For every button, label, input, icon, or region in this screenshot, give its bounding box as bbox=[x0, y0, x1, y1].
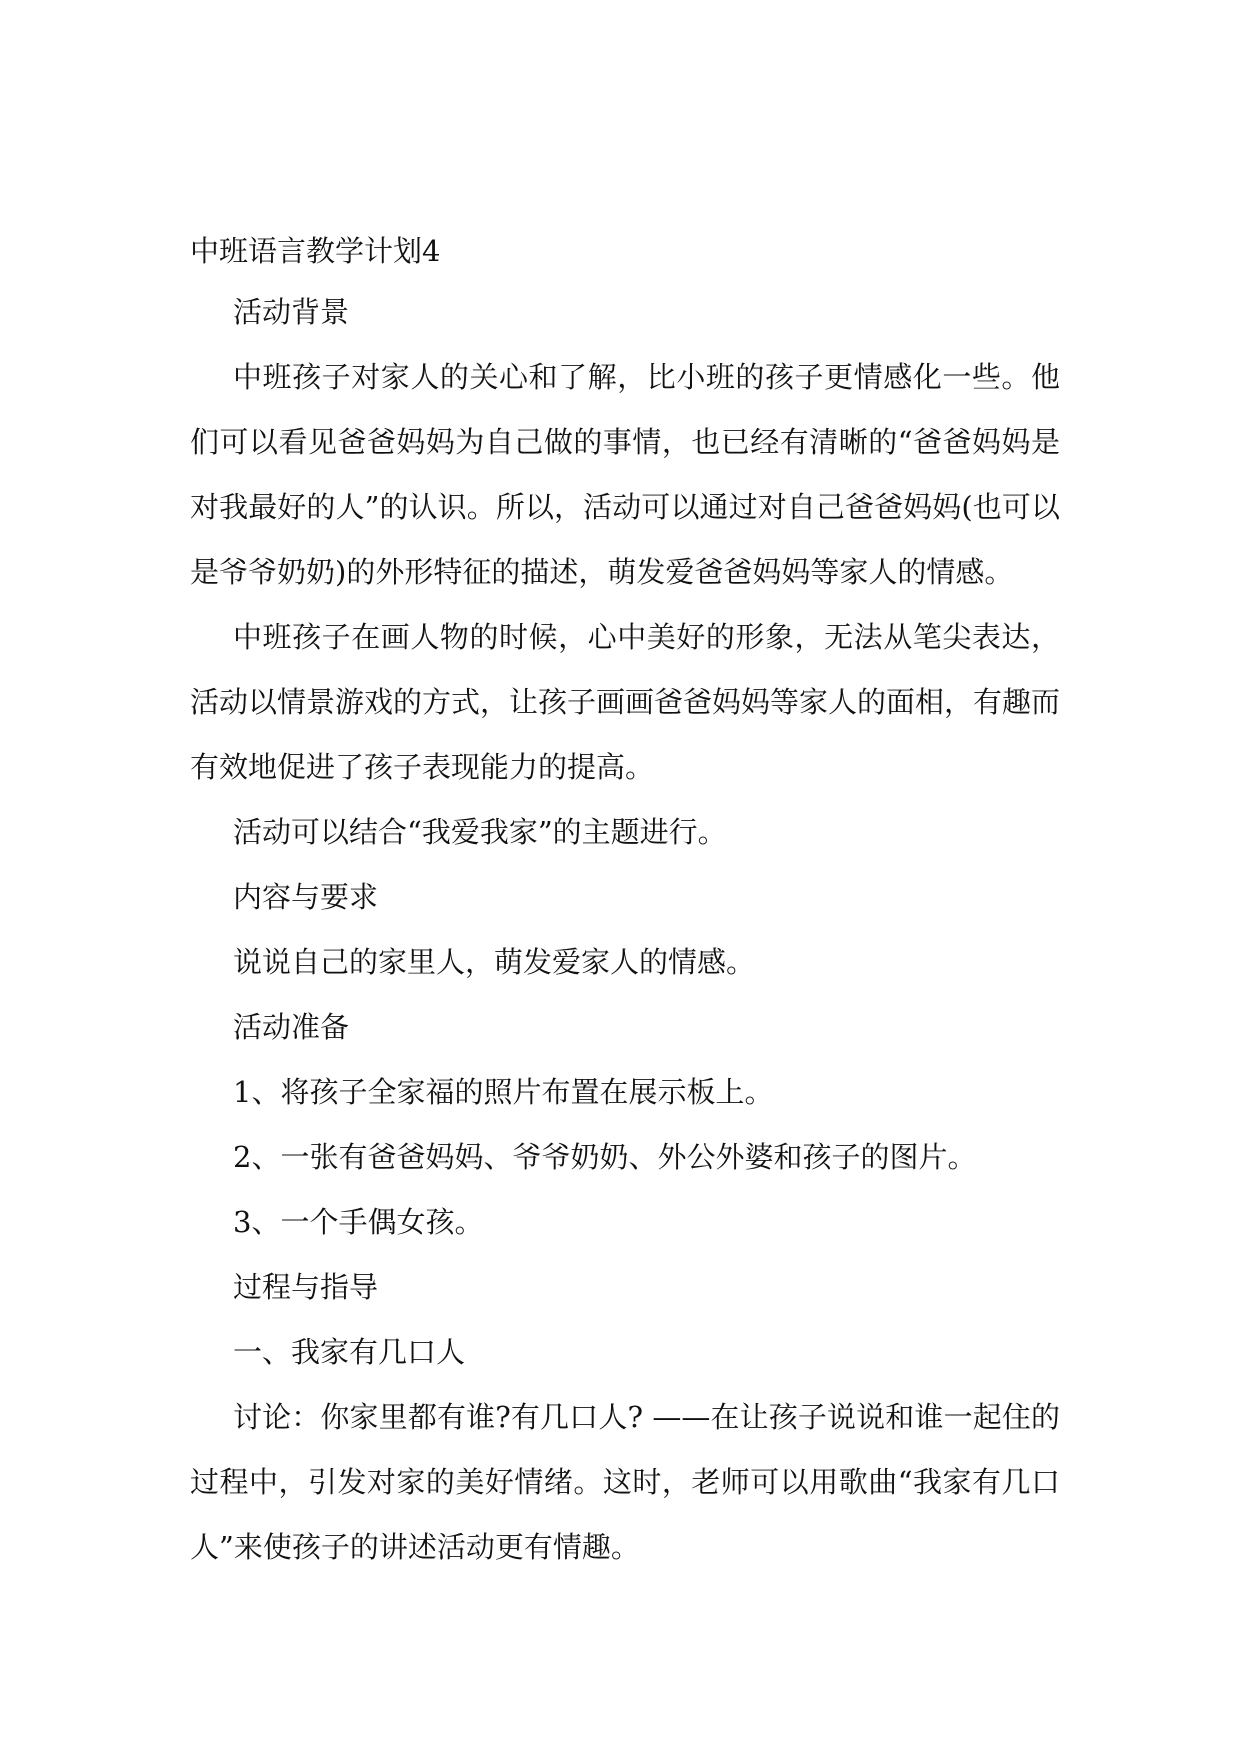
paragraph-discussion: 讨论：你家里都有谁?有几口人? ——在让孩子说说和谁一起住的过程中，引发对家的美好情绪。这时，老师可以用歌曲“我家有几口人”来使孩子的讲述活动更有情趣。 bbox=[190, 1400, 1060, 1564]
paragraph-background-2: 中班孩子在画人物的时候，心中美好的形象，无法从笔尖表达，活动以情景游戏的方式，让孩子画画爸爸妈妈等家人的面相，有趣而有效地促进了孩子表现能力的提高。 bbox=[190, 620, 1061, 784]
paragraph-background-1: 中班孩子对家人的关心和了解，比小班的孩子更情感化一些。他们可以看见爸爸妈妈为自己做的事情，也已经有清晰的“爸爸妈妈是对我最好的人”的认识。所以，活动可以通过对自己爸爸妈妈(也可以是爷爷奶奶)的外形特征的描述，萌发爱爸爸妈妈等家人的情感。 bbox=[190, 360, 1060, 589]
list-item-preparation-3: 3、一个手偶女孩。 bbox=[233, 1205, 484, 1239]
heading-process-guidance: 过程与指导 bbox=[233, 1270, 379, 1304]
heading-activity-preparation: 活动准备 bbox=[233, 1010, 350, 1044]
paragraph-requirements: 说说自己的家里人，萌发爱家人的情感。 bbox=[233, 945, 756, 979]
document-title: 中班语言教学计划4 bbox=[190, 234, 441, 268]
heading-content-requirements: 内容与要求 bbox=[233, 880, 379, 914]
list-item-preparation-2: 2、一张有爸爸妈妈、爷爷奶奶、外公外婆和孩子的图片。 bbox=[233, 1140, 977, 1174]
heading-activity-background: 活动背景 bbox=[233, 295, 350, 329]
document-body bbox=[190, 222, 1060, 1580]
paragraph-theme: 活动可以结合“我爱我家”的主题进行。 bbox=[233, 815, 727, 849]
list-item-preparation-1: 1、将孩子全家福的照片布置在展示板上。 bbox=[233, 1075, 774, 1109]
subheading-family-count: 一、我家有几口人 bbox=[233, 1335, 466, 1369]
